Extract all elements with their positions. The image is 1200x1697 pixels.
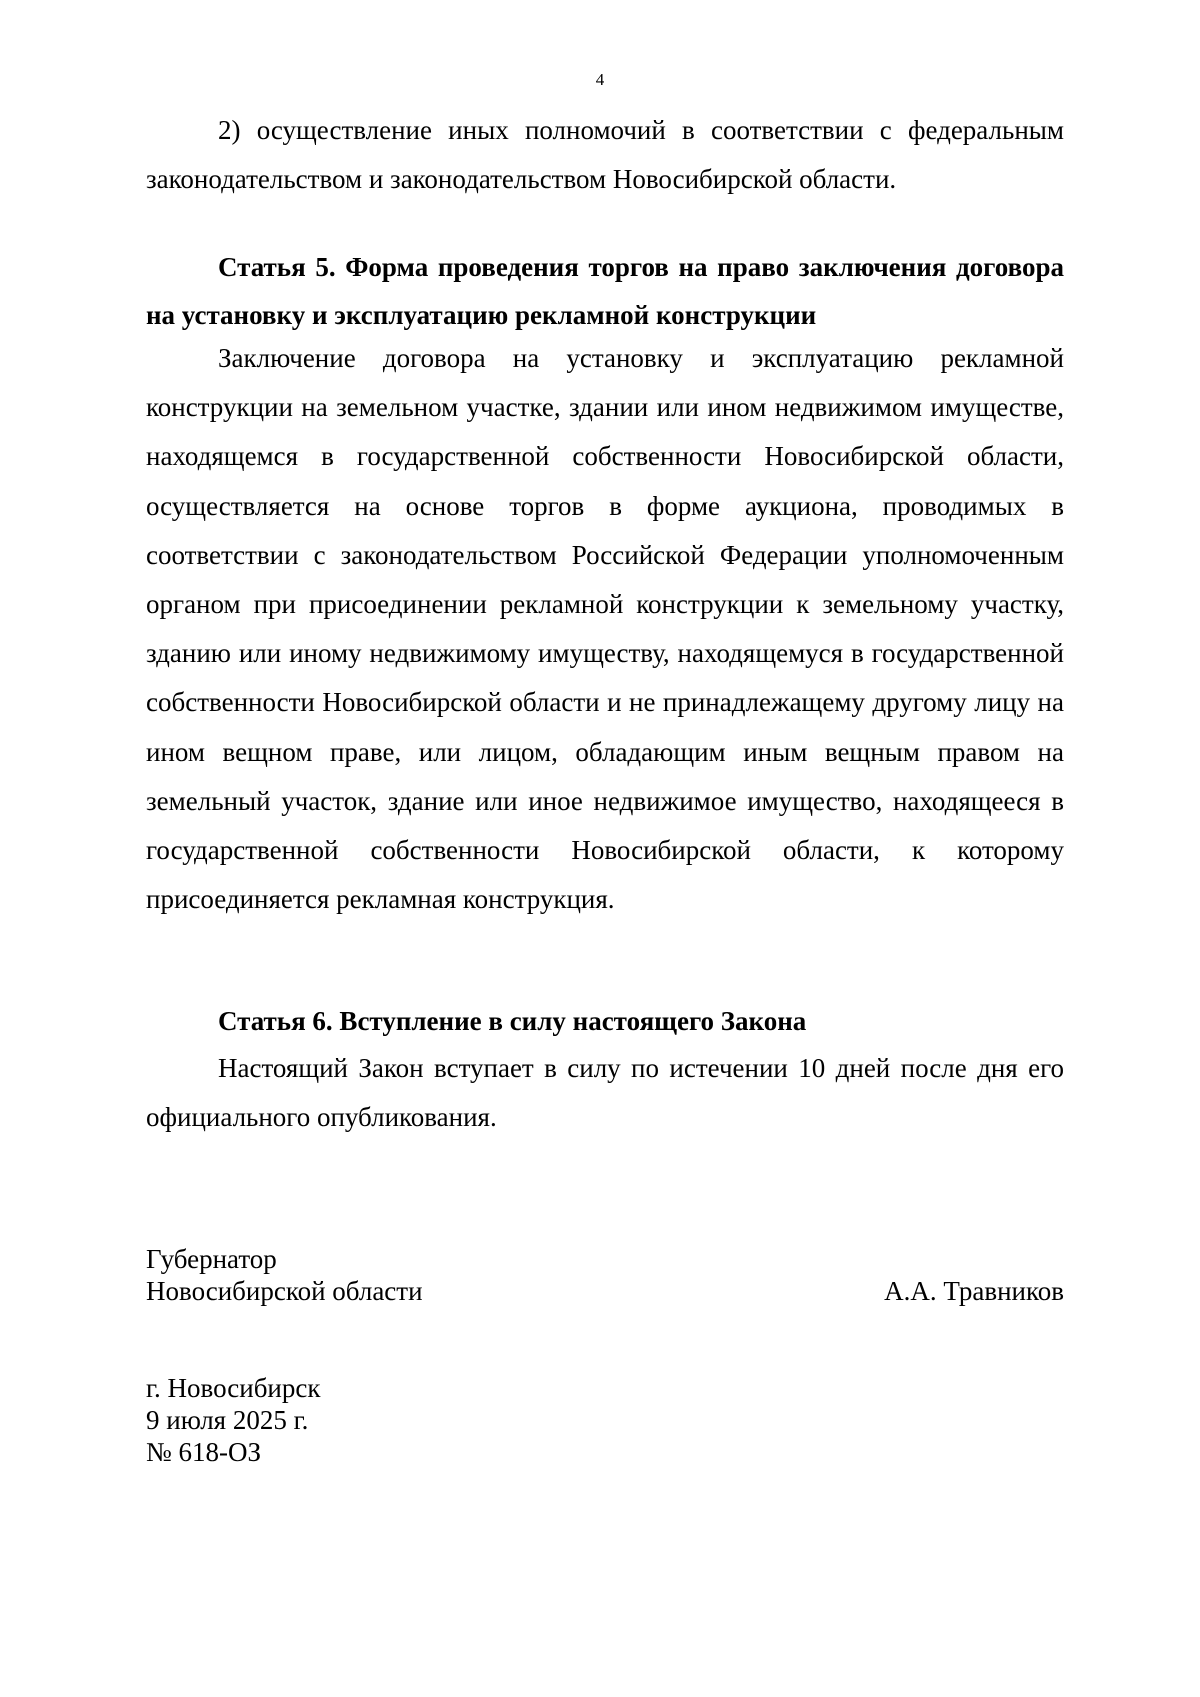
city: г. Новосибирск <box>146 1373 321 1403</box>
signatory-name: А.А. Травников <box>884 1276 1064 1306</box>
article-5-heading <box>146 243 1064 339</box>
article-6-heading-text: Статья 6. Вступление в силу настоящего Закона <box>218 1006 807 1036</box>
paragraph-item-2-text: 2) осуществление иных полномочий в соответствии с федеральным законодательством и законодательством Новосибирской области. <box>146 115 1064 194</box>
signatory-position <box>146 1243 423 1307</box>
date: 9 июля 2025 г. <box>146 1405 309 1435</box>
article-5-heading-text: Статья 5. Форма проведения торгов на право заключения договора на установку и эксплуатацию рекламной конструкции <box>146 252 1064 330</box>
signatory-position-line-2: Новосибирской области <box>146 1276 423 1306</box>
signatory-position-line-1: Губернатор <box>146 1244 277 1274</box>
article-6-heading <box>146 997 1064 1045</box>
article-6-text-content: Настоящий Закон вступает в силу по истечении 10 дней после дня его официального опубликования. <box>146 1053 1064 1132</box>
place-date-block <box>146 1372 321 1468</box>
article-6-text <box>146 1044 1064 1142</box>
article-5-text <box>146 334 1064 924</box>
article-5-text-content: Заключение договора на установку и эксплуатацию рекламной конструкции на земельном участке, здании или ином недвижимом имуществе, находящемся в государственной собственности Новосибирской области, осуществляется на основе торгов в форме аукциона, проводимых в соответствии с законодательством Российской Федерации уполномоченным органом при присоединении рекламной конструкции к земельному участку, зданию или иному недвижимому имуществу, находящемуся в государственной собственности Новосибирской области и не принадлежащему другому лицу на ином вещном праве, или лицом, обладающим иным вещным правом на земельный участок, здание или иное недвижимое имущество, находящееся в государственной собственности Новосибирской области, к которому присоединяется рекламная конструкция. <box>146 343 1064 915</box>
law-number: № 618-ОЗ <box>146 1437 262 1467</box>
paragraph-item-2 <box>146 106 1064 204</box>
page-number: 4 <box>595 70 605 89</box>
